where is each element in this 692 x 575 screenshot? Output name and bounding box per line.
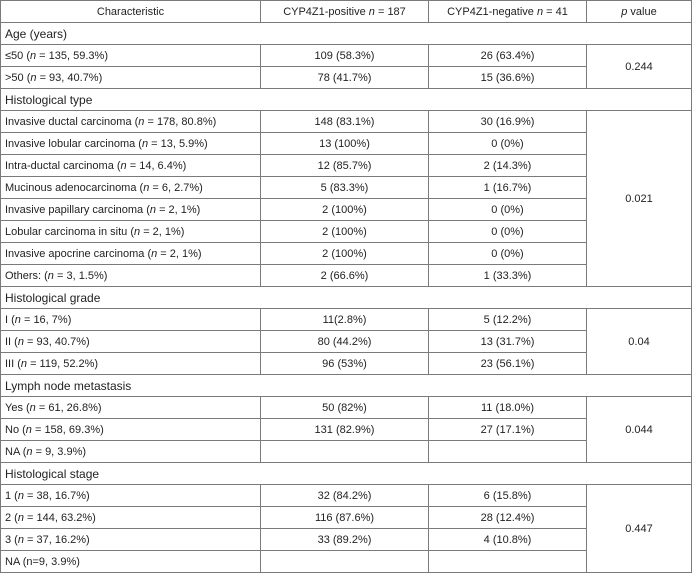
table-row xyxy=(1,485,692,507)
section-title: Histological type xyxy=(1,89,692,111)
characteristic-cell: Invasive papillary carcinoma (n = 2, 1%) xyxy=(1,199,261,221)
positive-count-cell xyxy=(261,441,429,463)
negative-count-cell xyxy=(429,551,587,573)
negative-count-cell: 23 (56.1%) xyxy=(429,353,587,375)
negative-count-cell: 1 (16.7%) xyxy=(429,177,587,199)
negative-count-cell: 28 (12.4%) xyxy=(429,507,587,529)
section-title: Histological stage xyxy=(1,463,692,485)
p-value-cell: 0.044 xyxy=(587,397,692,463)
p-value-cell: 0.04 xyxy=(587,309,692,375)
positive-count-cell: 5 (83.3%) xyxy=(261,177,429,199)
negative-count-cell: 1 (33.3%) xyxy=(429,265,587,287)
characteristic-cell: 3 (n = 37, 16.2%) xyxy=(1,529,261,551)
table-row xyxy=(1,309,692,331)
positive-count-cell: 80 (44.2%) xyxy=(261,331,429,353)
positive-count-cell: 116 (87.6%) xyxy=(261,507,429,529)
characteristic-cell: Invasive apocrine carcinoma (n = 2, 1%) xyxy=(1,243,261,265)
header-negative: CYP4Z1-negative n = 41 xyxy=(429,1,587,23)
characteristic-cell: Invasive lobular carcinoma (n = 13, 5.9%) xyxy=(1,133,261,155)
positive-count-cell: 32 (84.2%) xyxy=(261,485,429,507)
characteristic-cell: NA (n = 9, 3.9%) xyxy=(1,441,261,463)
p-value-cell: 0.021 xyxy=(587,111,692,287)
negative-count-cell: 27 (17.1%) xyxy=(429,419,587,441)
negative-count-cell: 0 (0%) xyxy=(429,221,587,243)
negative-count-cell: 0 (0%) xyxy=(429,243,587,265)
negative-count-cell: 2 (14.3%) xyxy=(429,155,587,177)
characteristic-cell: Lobular carcinoma in situ (n = 2, 1%) xyxy=(1,221,261,243)
positive-count-cell: 2 (100%) xyxy=(261,243,429,265)
characteristic-cell: Invasive ductal carcinoma (n = 178, 80.8%) xyxy=(1,111,261,133)
characteristic-cell: I (n = 16, 7%) xyxy=(1,309,261,331)
characteristic-cell: No (n = 158, 69.3%) xyxy=(1,419,261,441)
characteristic-cell: Intra-ductal carcinoma (n = 14, 6.4%) xyxy=(1,155,261,177)
positive-count-cell: 96 (53%) xyxy=(261,353,429,375)
table-row xyxy=(1,111,692,133)
section-header-row xyxy=(1,287,692,309)
positive-count-cell: 2 (100%) xyxy=(261,221,429,243)
section-header-row xyxy=(1,463,692,485)
positive-count-cell: 148 (83.1%) xyxy=(261,111,429,133)
positive-count-cell: 50 (82%) xyxy=(261,397,429,419)
negative-count-cell: 30 (16.9%) xyxy=(429,111,587,133)
p-value-cell: 0.447 xyxy=(587,485,692,573)
negative-count-cell: 6 (15.8%) xyxy=(429,485,587,507)
positive-count-cell: 78 (41.7%) xyxy=(261,67,429,89)
header-characteristic: Characteristic xyxy=(1,1,261,23)
positive-count-cell: 2 (66.6%) xyxy=(261,265,429,287)
section-header-row xyxy=(1,89,692,111)
characteristic-cell: >50 (n = 93, 40.7%) xyxy=(1,67,261,89)
negative-count-cell xyxy=(429,441,587,463)
positive-count-cell xyxy=(261,551,429,573)
p-value-cell: 0.244 xyxy=(587,45,692,89)
positive-count-cell: 13 (100%) xyxy=(261,133,429,155)
header-positive: CYP4Z1-positive n = 187 xyxy=(261,1,429,23)
characteristic-cell: 2 (n = 144, 63.2%) xyxy=(1,507,261,529)
header-p-value: p value xyxy=(587,1,692,23)
positive-count-cell: 109 (58.3%) xyxy=(261,45,429,67)
positive-count-cell: 12 (85.7%) xyxy=(261,155,429,177)
characteristic-cell: Others: (n = 3, 1.5%) xyxy=(1,265,261,287)
negative-count-cell: 26 (63.4%) xyxy=(429,45,587,67)
characteristic-cell: 1 (n = 38, 16.7%) xyxy=(1,485,261,507)
negative-count-cell: 13 (31.7%) xyxy=(429,331,587,353)
characteristic-cell: Mucinous adenocarcinoma (n = 6, 2.7%) xyxy=(1,177,261,199)
characteristic-cell: II (n = 93, 40.7%) xyxy=(1,331,261,353)
table-row xyxy=(1,45,692,67)
characteristic-cell: Yes (n = 61, 26.8%) xyxy=(1,397,261,419)
negative-count-cell: 4 (10.8%) xyxy=(429,529,587,551)
characteristic-cell: III (n = 119, 52.2%) xyxy=(1,353,261,375)
negative-count-cell: 0 (0%) xyxy=(429,199,587,221)
negative-count-cell: 0 (0%) xyxy=(429,133,587,155)
positive-count-cell: 33 (89.2%) xyxy=(261,529,429,551)
positive-count-cell: 11(2.8%) xyxy=(261,309,429,331)
characteristic-cell: ≤50 (n = 135, 59.3%) xyxy=(1,45,261,67)
section-title: Histological grade xyxy=(1,287,692,309)
positive-count-cell: 2 (100%) xyxy=(261,199,429,221)
negative-count-cell: 5 (12.2%) xyxy=(429,309,587,331)
table-body xyxy=(1,23,692,573)
characteristic-cell: NA (n=9, 3.9%) xyxy=(1,551,261,573)
header-row xyxy=(1,1,692,23)
negative-count-cell: 11 (18.0%) xyxy=(429,397,587,419)
positive-count-cell: 131 (82.9%) xyxy=(261,419,429,441)
table-row xyxy=(1,397,692,419)
section-header-row xyxy=(1,375,692,397)
section-title: Age (years) xyxy=(1,23,692,45)
negative-count-cell: 15 (36.6%) xyxy=(429,67,587,89)
section-title: Lymph node metastasis xyxy=(1,375,692,397)
section-header-row xyxy=(1,23,692,45)
